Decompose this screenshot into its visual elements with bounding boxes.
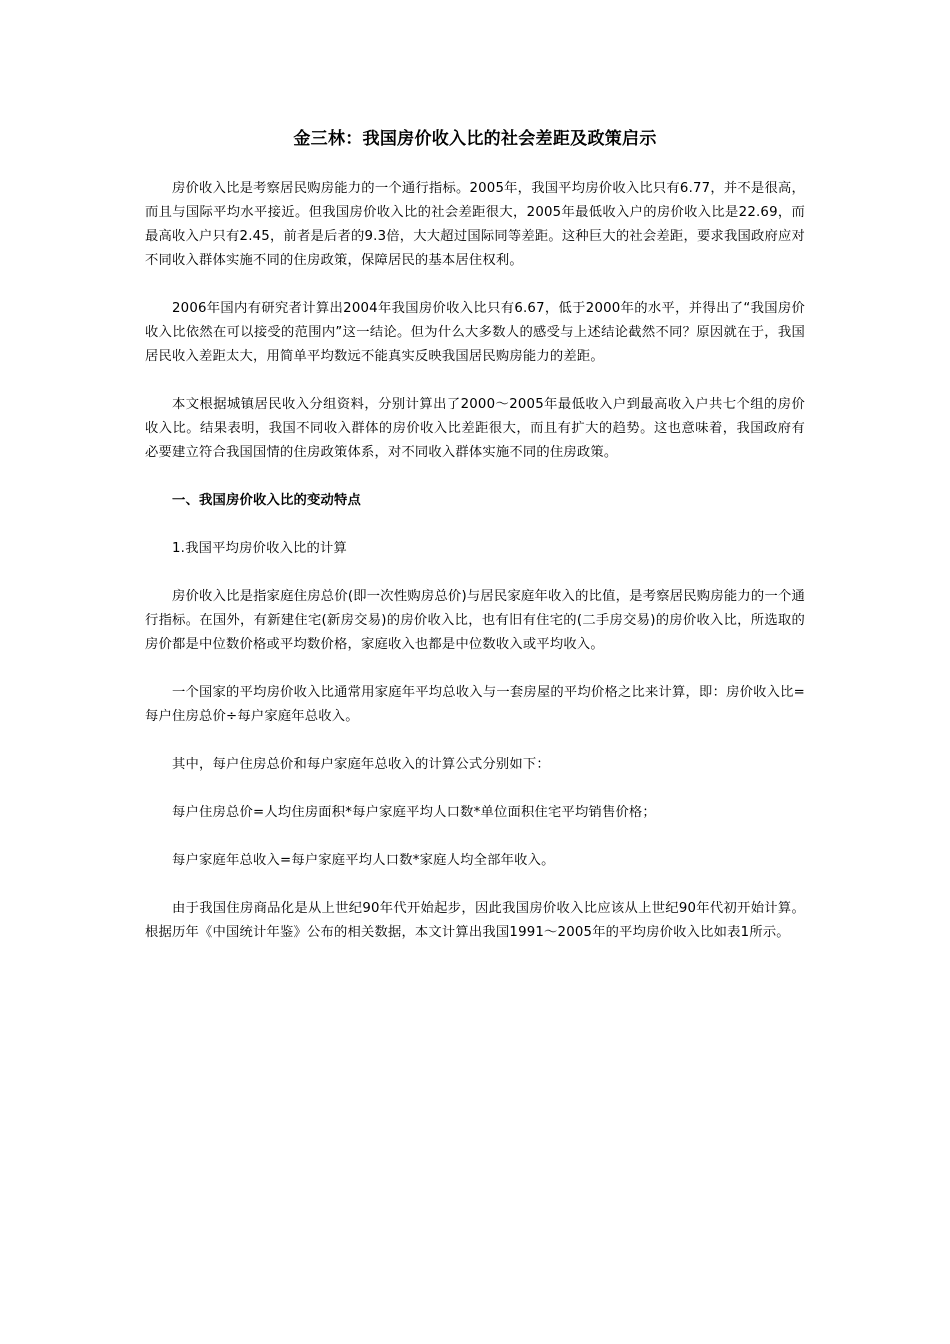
section-heading: 一、我国房价收入比的变动特点 [172, 493, 361, 508]
document-page [145, 0, 805, 945]
paragraph-calculation: 由于我国住房商品化是从上世纪90年代开始起步，因此我国房价收入比应该从上世纪90年代初开始计算。根据历年《中国统计年鉴》公布的相关数据，本文计算出我国1991～2005年的平均房价收入比如表1所示。 [145, 901, 805, 940]
paragraph-formula-intro: 其中，每户住房总价和每户家庭年总收入的计算公式分别如下： [172, 757, 550, 772]
subsection-heading: 1.我国平均房价收入比的计算 [172, 541, 348, 556]
paragraph-2006-study: 2006年国内有研究者计算出2004年我国房价收入比只有6.67，低于2000年的水平，并得出了“我国房价收入比依然在可以接受的范围内”这一结论。但为什么大多数人的感受与上述结论截然不同？原因就在于，我国居民收入差距太大，用简单平均数远不能真实反映我国居民购房能力的差距。 [145, 301, 805, 364]
formula-house-price: 每户住房总价=人均住房面积*每户家庭平均人口数*单位面积住宅平均销售价格； [172, 805, 656, 820]
paragraph-method: 本文根据城镇居民收入分组资料，分别计算出了2000～2005年最低收入户到最高收入户共七个组的房价收入比。结果表明，我国不同收入群体的房价收入比差距很大，而且有扩大的趋势。这也意味着，我国政府有必要建立符合我国国情的住房政策体系，对不同收入群体实施不同的住房政策。 [145, 397, 805, 460]
formula-household-income: 每户家庭年总收入=每户家庭平均人口数*家庭人均全部年收入。 [172, 853, 555, 868]
paragraph-definition: 房价收入比是指家庭住房总价(即一次性购房总价)与居民家庭年收入的比值，是考察居民购房能力的一个通行指标。在国外，有新建住宅(新房交易)的房价收入比，也有旧有住宅的(二手房交易)的房价收入比，所选取的房价都是中位数价格或平均数价格，家庭收入也都是中位数收入或平均收入。 [145, 589, 805, 652]
paragraph-formula: 一个国家的平均房价收入比通常用家庭年平均总收入与一套房屋的平均价格之比来计算，即：房价收入比=每户住房总价÷每户家庭年总收入。 [145, 685, 805, 724]
paragraph-intro: 房价收入比是考察居民购房能力的一个通行指标。2005年，我国平均房价收入比只有6.77，并不是很高，而且与国际平均水平接近。但我国房价收入比的社会差距很大，2005年最低收入户的房价收入比是22.69，而最高收入户只有2.45，前者是后者的9.3倍，大大超过国际同等差距。这种巨大的社会差距，要求我国政府应对不同收入群体实施不同的住房政策，保障居民的基本居住权利。 [145, 181, 805, 268]
document-title: 金三林：我国房价收入比的社会差距及政策启示 [293, 129, 657, 149]
